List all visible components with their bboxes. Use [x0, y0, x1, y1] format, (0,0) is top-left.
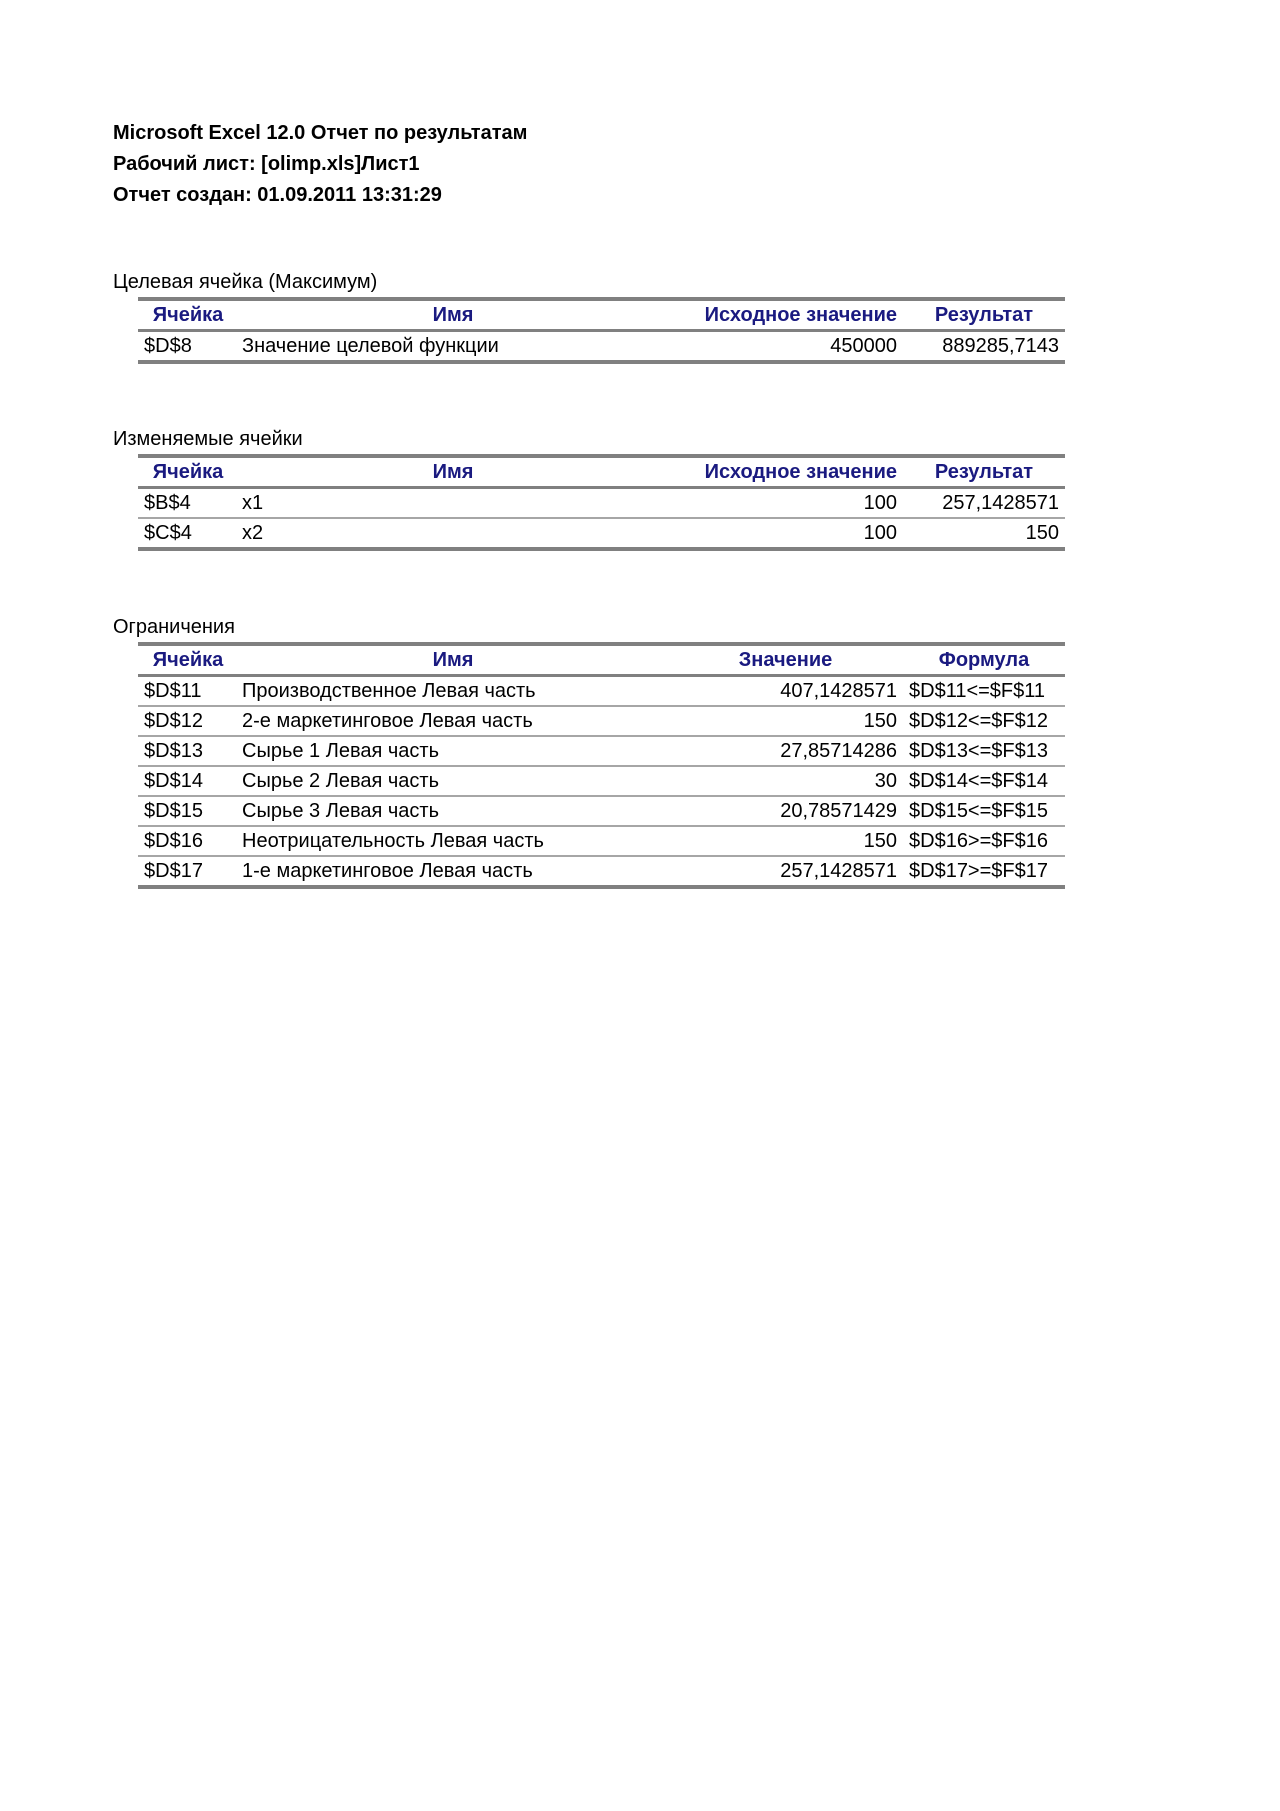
cell-result: 889285,7143: [903, 331, 1065, 363]
cell-ref: $D$16: [138, 826, 238, 856]
cell-ref: $C$4: [138, 518, 238, 549]
table-row: [138, 331, 1065, 363]
cell-value: 150: [668, 826, 903, 856]
column-header-initial: Исходное значение: [668, 456, 903, 488]
cell-ref: $D$8: [138, 331, 238, 363]
cell-formula: $D$11<=$F$11: [903, 676, 1065, 707]
cell-result: 150: [903, 518, 1065, 549]
cell-value: 30: [668, 766, 903, 796]
table-row: [138, 736, 1065, 766]
column-header-cell: Ячейка: [138, 644, 238, 676]
cell-formula: $D$16>=$F$16: [903, 826, 1065, 856]
cell-formula: $D$14<=$F$14: [903, 766, 1065, 796]
cell-initial: 100: [668, 488, 903, 519]
cell-initial: 100: [668, 518, 903, 549]
column-header-name: Имя: [238, 299, 668, 331]
constraints-section-title: Ограничения: [113, 616, 235, 638]
cell-name: 1-е маркетинговое Левая часть: [238, 856, 668, 887]
created-line: Отчет создан: 01.09.2011 13:31:29: [113, 184, 442, 206]
cell-name: Сырье 2 Левая часть: [238, 766, 668, 796]
cell-ref: $D$15: [138, 796, 238, 826]
target-table: [138, 297, 1065, 364]
column-header-result: Результат: [903, 299, 1065, 331]
cell-value: 150: [668, 706, 903, 736]
changing-section-title: Изменяемые ячейки: [113, 428, 303, 450]
table-row: [138, 796, 1065, 826]
table-header-row: [138, 299, 1065, 331]
column-header-cell: Ячейка: [138, 456, 238, 488]
cell-name: 2-е маркетинговое Левая часть: [238, 706, 668, 736]
table-row: [138, 766, 1065, 796]
report-title: Microsoft Excel 12.0 Отчет по результатам: [113, 122, 528, 144]
cell-formula: $D$12<=$F$12: [903, 706, 1065, 736]
cell-ref: $D$14: [138, 766, 238, 796]
table-header-row: [138, 456, 1065, 488]
cell-name: Сырье 1 Левая часть: [238, 736, 668, 766]
cell-formula: $D$17>=$F$17: [903, 856, 1065, 887]
cell-name: Значение целевой функции: [238, 331, 668, 363]
cell-value: 257,1428571: [668, 856, 903, 887]
table-header-row: [138, 644, 1065, 676]
column-header-name: Имя: [238, 644, 668, 676]
cell-name: x2: [238, 518, 668, 549]
cell-name: Сырье 3 Левая часть: [238, 796, 668, 826]
column-header-name: Имя: [238, 456, 668, 488]
cell-formula: $D$15<=$F$15: [903, 796, 1065, 826]
table-row: [138, 518, 1065, 549]
cell-result: 257,1428571: [903, 488, 1065, 519]
constraints-table: [138, 642, 1065, 889]
report-header: [113, 118, 527, 211]
changing-table: [138, 454, 1065, 551]
cell-formula: $D$13<=$F$13: [903, 736, 1065, 766]
cell-name: x1: [238, 488, 668, 519]
cell-initial: 450000: [668, 331, 903, 363]
cell-ref: $D$13: [138, 736, 238, 766]
cell-value: 20,78571429: [668, 796, 903, 826]
cell-ref: $D$11: [138, 676, 238, 707]
cell-name: Неотрицательность Левая часть: [238, 826, 668, 856]
worksheet-line: Рабочий лист: [olimp.xls]Лист1: [113, 153, 420, 175]
column-header-formula: Формула: [903, 644, 1065, 676]
table-row: [138, 488, 1065, 519]
table-row: [138, 856, 1065, 887]
cell-ref: $D$12: [138, 706, 238, 736]
table-row: [138, 706, 1065, 736]
column-header-initial: Исходное значение: [668, 299, 903, 331]
cell-name: Производственное Левая часть: [238, 676, 668, 707]
column-header-result: Результат: [903, 456, 1065, 488]
target-section-title: Целевая ячейка (Максимум): [113, 271, 378, 293]
table-row: [138, 826, 1065, 856]
cell-ref: $B$4: [138, 488, 238, 519]
cell-value: 27,85714286: [668, 736, 903, 766]
cell-value: 407,1428571: [668, 676, 903, 707]
table-row: [138, 676, 1065, 707]
column-header-cell: Ячейка: [138, 299, 238, 331]
column-header-value: Значение: [668, 644, 903, 676]
cell-ref: $D$17: [138, 856, 238, 887]
